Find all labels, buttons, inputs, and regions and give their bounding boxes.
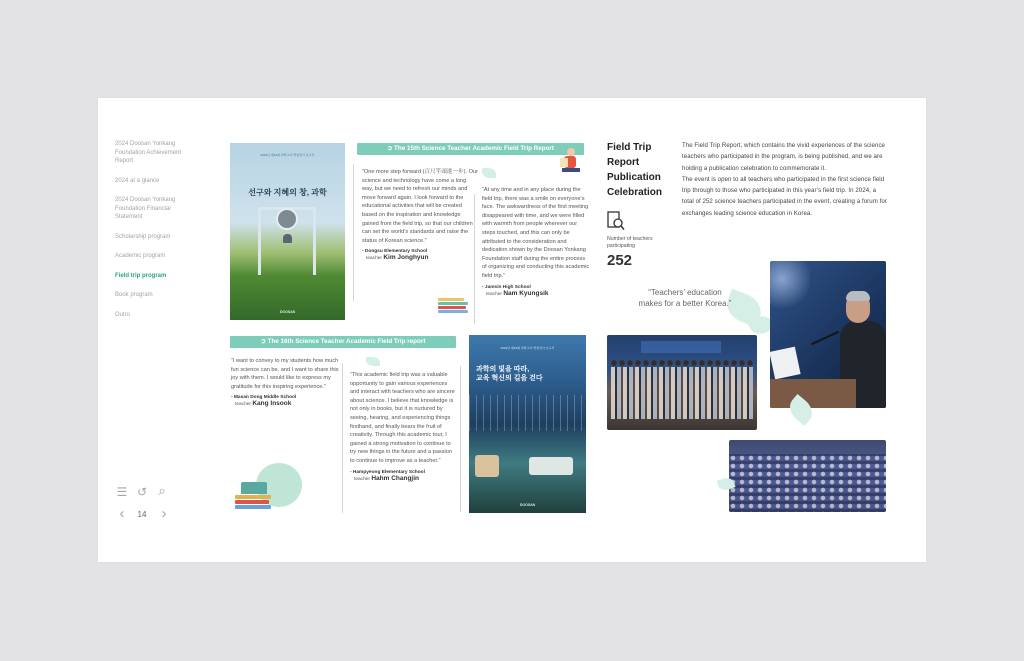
nav-item-at-a-glance[interactable]: 2024 at a glance [115,177,160,184]
hall-roof-illustration [469,395,586,431]
back-icon[interactable]: ↺ [136,485,148,499]
quote-kim-jonghyun [362,168,478,261]
quote-kang-insook [231,357,343,407]
train-illustration [475,455,499,477]
speaker-photo [770,261,886,408]
quote-teacher: teacher Hahm Changjin [354,474,420,482]
circle-arrow-icon: ➲ [260,338,268,345]
banner-15th [357,143,584,155]
cover2-logo: DOOSAN [519,503,536,507]
teacher-name: Kang Insook [252,400,292,408]
sidebar-nav [115,140,193,330]
document-page [98,98,926,562]
audience-photo [729,440,886,512]
tagline: “Teachers’ education makes for a better Korea.” [638,288,732,308]
train-illustration [529,457,573,475]
divider [460,366,461,512]
stat-value: 252 [607,252,633,269]
teacher-name: Kim Jonghyun [383,254,429,262]
nav-item-outro[interactable]: Outro [115,311,131,318]
report-cover-15th [230,143,345,320]
celebration-body [682,140,887,219]
cover1-title: 선구와 지혜의 창, 과학 [248,188,327,197]
quote-teacher: teacher Kim Jonghyun [366,254,429,262]
quote-school: - Hampyeong Elementary School [350,469,425,475]
book-stack-icon [235,482,271,510]
quote-text: “This academic field trip was a valuable opportunity to gain various experiences and interact with teachers who are sincere about science. I believe that knowledge is not only in books, but it is nurtured by seeing, hearing, and experiencing things firsthand, and finally bears the fruit of creativity. Through this academic tour, I gained a strong motivation to continue to try new things in the future and a passion to continue to improve as a teacher.” [350,372,455,464]
report-cover-16th [469,335,586,513]
cover1-logo: DOOSAN [279,310,296,314]
divider [474,194,475,324]
next-page-icon[interactable]: › [161,505,167,522]
nav-item-scholarship[interactable]: Scholarship program [115,233,171,240]
prev-page-icon[interactable]: ‹ [119,505,125,522]
search-icon[interactable]: ⌕ [158,483,166,498]
celebration-paragraph-1: The Field Trip Report, which contains the vivid experiences of the science teachers who participated in the program, is being published, and we are holding a publication celebration to commemorate it. [682,142,885,172]
quote-teacher: teacher Kang Insook [235,400,292,408]
celebration-paragraph-2: The event is open to all teachers who participated in the first science field trip through to those who participated in this year’s field trip. In 2024, a total of 252 science teachers participated in the event, creating a forum for exchanges leading science education in Korea. [682,175,887,217]
divider [353,164,354,301]
quote-nam-kyungsik [482,186,590,297]
nav-item-academic[interactable]: Academic program [115,253,166,259]
divider [342,363,343,513]
leaf-decoration [366,357,380,366]
quote-hahm-changjin [350,371,458,482]
page-number: 14 [137,510,147,519]
quote-text: “One more step forward (百尺竿頭進一步). Our science and technology have come a long way, but we need to refresh our minds and move forward again. I look forward to the educational activities that will be created based on the inspiration and knowledge gained from the field trip, so that our children can set the world’s standards and raise the status of Korean science.” [362,169,478,244]
quote-text: “I want to convey to my students how much fun science can be, and I want to share this joy with them. I would like to express my gratitude for this inspiring experience.” [231,358,339,390]
teacher-name: Nam Kyungsik [503,289,549,297]
cover2-subtitle: 2024년 제16회 과학교사 학술답사 보고서 [500,346,555,350]
celebration-title: Field Trip Report Publication Celebration [607,142,663,198]
nav-item-financial-statement[interactable]: 2024 Doosan Yonkang Foundation Financial Statement [115,197,176,220]
group-photo [607,335,757,430]
clock-icon [276,208,298,230]
leaf-decoration [482,168,496,178]
cover2-title: 과학의 빛을 따라, 교육 혁신의 길을 걷다 [476,366,543,382]
book-stack-icon [438,298,468,314]
nav-item-field-trip[interactable]: Field trip program [115,272,167,279]
nav-item-book[interactable]: Book program [115,292,153,298]
banner-16th-label: The 16th Science Teacher Academic Field Trip report [267,338,426,345]
document-search-icon [607,211,625,231]
quote-school: - Dongsu Elementary School [362,249,428,255]
menu-icon[interactable]: ☰ [116,485,128,499]
reader-illustration-icon [560,148,582,180]
bell-icon [283,234,292,243]
teacher-name: Hahm Changjin [371,474,420,482]
quote-text: “At any time and in any place during the field trip, there was a smile on everyone’s face. The awkwardness of the first meeting disappeared with time, and we were filled with warmth from people wherever our steps touched, and this can only be attributed to the consideration and dedication shown by the Doosan Yonkang Foundation staff during the entire process of organizing and conducting this academic field trip.” [482,187,590,279]
cover1-subtitle: 2024년 제15회 과학교사 학술답사 보고서 [260,153,315,157]
nav-item-achievement-report[interactable]: 2024 Doosan Yonkang Foundation Achievement Report [115,141,182,164]
quote-school: - Jamsin High School [482,284,531,290]
banner-16th [230,336,456,348]
banner-15th-label: The 15th Science Teacher Academic Field Trip Report [394,145,554,152]
quote-school: - Masan Dong Middle School [231,395,297,401]
circle-arrow-icon: ➲ [387,145,395,152]
stat-label: Number of teachers participating [607,236,653,249]
quote-teacher: teacher Nam Kyungsik [486,289,549,297]
microphone-icon [811,331,839,345]
